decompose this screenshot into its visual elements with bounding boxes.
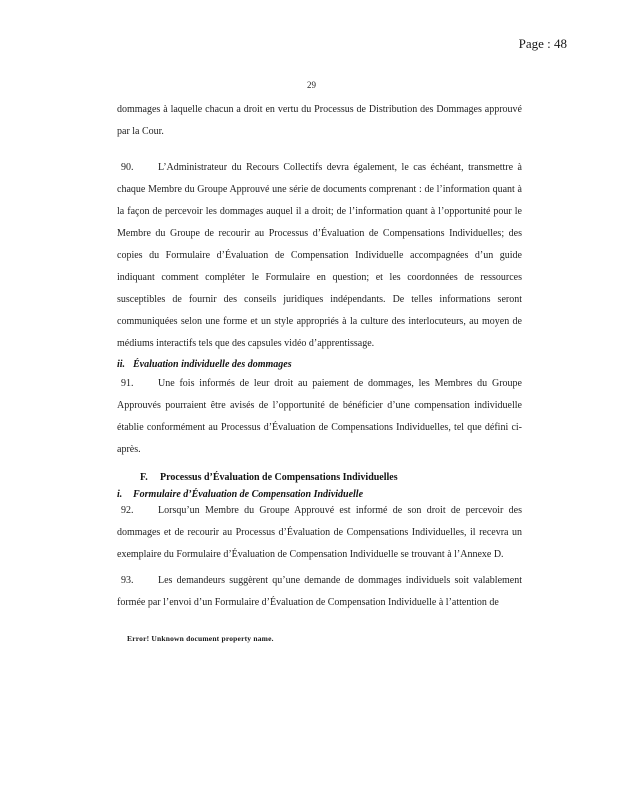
section-heading-f [117,470,545,486]
heading-number: ii. [117,359,126,370]
paragraph-text: Une fois informés de leur droit au paiement de dommages, les Membres du Groupe Approuvés pourraient être avisés de l’opportunité de bénéficier d’une compensation individuelle établie conformément au Processus d’Évaluation de Compensations Individuelles, tel que défini ci-après. [117,378,522,455]
paragraph-number: 91. [121,378,134,389]
paragraph-92 [117,500,522,566]
heading-number: i. [117,489,123,500]
page-label: Page : 48 [518,36,567,51]
paragraph-90 [117,157,522,355]
footer-error-text: Error! Unknown document property name. [127,634,274,643]
heading-label: Processus d’Évaluation de Compensations Individuelles [160,472,398,483]
paragraph-number: 93. [121,575,134,586]
paragraph-text: Les demandeurs suggèrent qu’une demande de dommages individuels soit valablement formée par l’envoi d’un Formulaire d’Évaluation de Compensation Individuelle à l’attention de [117,575,522,608]
paragraph-text: Lorsqu’un Membre du Groupe Approuvé est informé de son droit de percevoir des dommages et de recourir au Processus d’Évaluation de Compensations Individuelles, il recevra un exemplaire du Formulaire d’Évaluation de Compensation Individuelle se trouvant à l’Annexe D. [117,505,522,560]
page-number: 29 [307,80,316,90]
heading-label: Formulaire d’Évaluation de Compensation Individuelle [133,489,364,500]
heading-number: F. [140,472,148,483]
paragraph-number: 92. [121,505,134,516]
heading-label: Évaluation individuelle des dommages [133,359,292,370]
paragraph-93 [117,570,522,614]
paragraph-text: dommages à laquelle chacun a droit en vertu du Processus de Distribution des Dommages approuvé par la Cour. [117,104,522,137]
paragraph-91 [117,373,522,461]
paragraph-number: 90. [121,162,134,173]
paragraph-intro [117,99,522,143]
paragraph-text: L’Administrateur du Recours Collectifs devra également, le cas échéant, transmettre à chaque Membre du Groupe Approuvé une série de documents comprenant : de l’information quant à la façon de percevoir les dommages auquel il a droit; de l’information quant à l’opportunité pour le Membre du Groupe de recourir au Processus d’Évaluation de Compensations Individuelles; des copies du Formulaire d’Évaluation de Compensation Individuelle accompagnées d’un guide indiquant comment compléter le Formulaire en question; et les coordonnées de ressources susceptibles de fournir des conseils juridiques indépendants. De telles informations seront communiquées selon une forme et un style appropriés à la culture des interlocuteurs, au moyen de médiums interactifs tels que des capsules vidéo d’apprentissage. [117,162,522,349]
section-heading-ii [117,357,522,373]
